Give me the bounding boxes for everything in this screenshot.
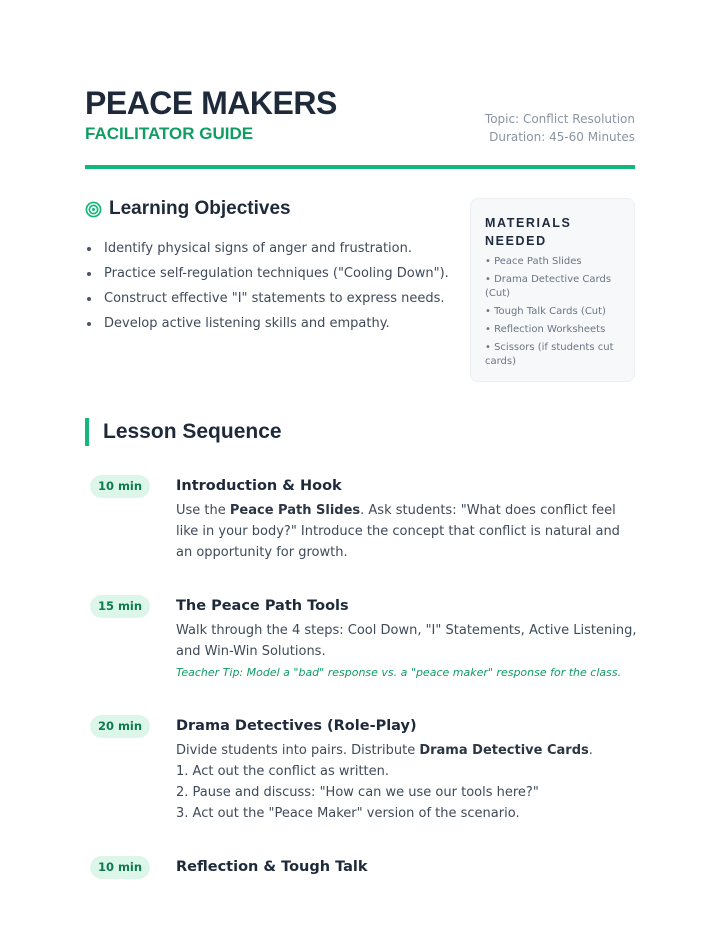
step-body <box>176 475 638 563</box>
step-title: Drama Detectives (Role-Play) <box>176 718 417 734</box>
document-title: PEACE MAKERS <box>85 85 337 121</box>
step-description: Walk through the 4 steps: Cool Down, "I" Statements, Active Listening, and Win-Win Solutions. <box>176 623 637 659</box>
time-badge: 10 min <box>90 856 150 879</box>
step-line: 2. Pause and discuss: "How can we use our tools here?" <box>176 785 539 800</box>
step-text-part: . <box>588 743 593 758</box>
material-item: • Drama Detective Cards (Cut) <box>485 274 612 299</box>
step-description <box>176 500 638 563</box>
step-description <box>176 740 638 761</box>
time-badge: 10 min <box>90 475 150 498</box>
step-text-bold: Peace Path Slides <box>229 503 361 518</box>
sequence-title: Lesson Sequence <box>103 420 282 443</box>
objective-item: Develop active listening skills and empathy. <box>85 311 455 336</box>
materials-title: MATERIALS NEEDED <box>485 216 572 248</box>
material-item: • Peace Path Slides <box>485 256 582 267</box>
header-divider <box>85 165 635 169</box>
step-line: 1. Act out the conflict as written. <box>176 764 390 779</box>
materials-card <box>470 198 635 382</box>
material-item: • Scissors (if students cut cards) <box>485 342 614 367</box>
time-badge: 20 min <box>90 715 150 738</box>
step-body <box>176 856 638 881</box>
step-text-part: Use the <box>176 503 230 518</box>
step-title: Reflection & Tough Talk <box>176 859 368 875</box>
step-title: The Peace Path Tools <box>176 598 349 614</box>
target-icon <box>85 201 102 218</box>
objectives-heading <box>85 198 291 220</box>
objective-item: Identify physical signs of anger and frustration. <box>85 236 455 261</box>
step-text-part: Divide students into pairs. Distribute <box>176 743 420 758</box>
document-subtitle: FACILITATOR GUIDE <box>85 124 254 143</box>
step-text-part: . Ask students: "What does conflict feel like in your body?" Introduce the concept that conflict is natural and an opportunity for growth. <box>176 503 620 560</box>
material-item: • Tough Talk Cards (Cut) <box>485 306 606 317</box>
objective-item: Practice self-regulation techniques ("Cooling Down"). <box>85 261 455 286</box>
teacher-tip: Teacher Tip: Model a "bad" response vs. a "peace maker" response for the class. <box>176 666 622 679</box>
time-badge: 15 min <box>90 595 150 618</box>
duration-label: Duration: 45-60 Minutes <box>489 130 635 144</box>
step-body <box>176 595 638 683</box>
step-text-bold: Drama Detective Cards <box>419 743 589 758</box>
lesson-meta <box>485 110 635 146</box>
objectives-title: Learning Objectives <box>109 198 291 219</box>
sequence-heading <box>85 418 282 446</box>
material-item: • Reflection Worksheets <box>485 324 606 335</box>
objectives-list <box>85 236 455 336</box>
step-title: Introduction & Hook <box>176 478 342 494</box>
step-body <box>176 715 638 824</box>
document-header <box>85 84 635 144</box>
step-line: 3. Act out the "Peace Maker" version of the scenario. <box>176 806 520 821</box>
objective-item: Construct effective "I" statements to express needs. <box>85 286 455 311</box>
topic-label: Topic: Conflict Resolution <box>484 112 635 126</box>
